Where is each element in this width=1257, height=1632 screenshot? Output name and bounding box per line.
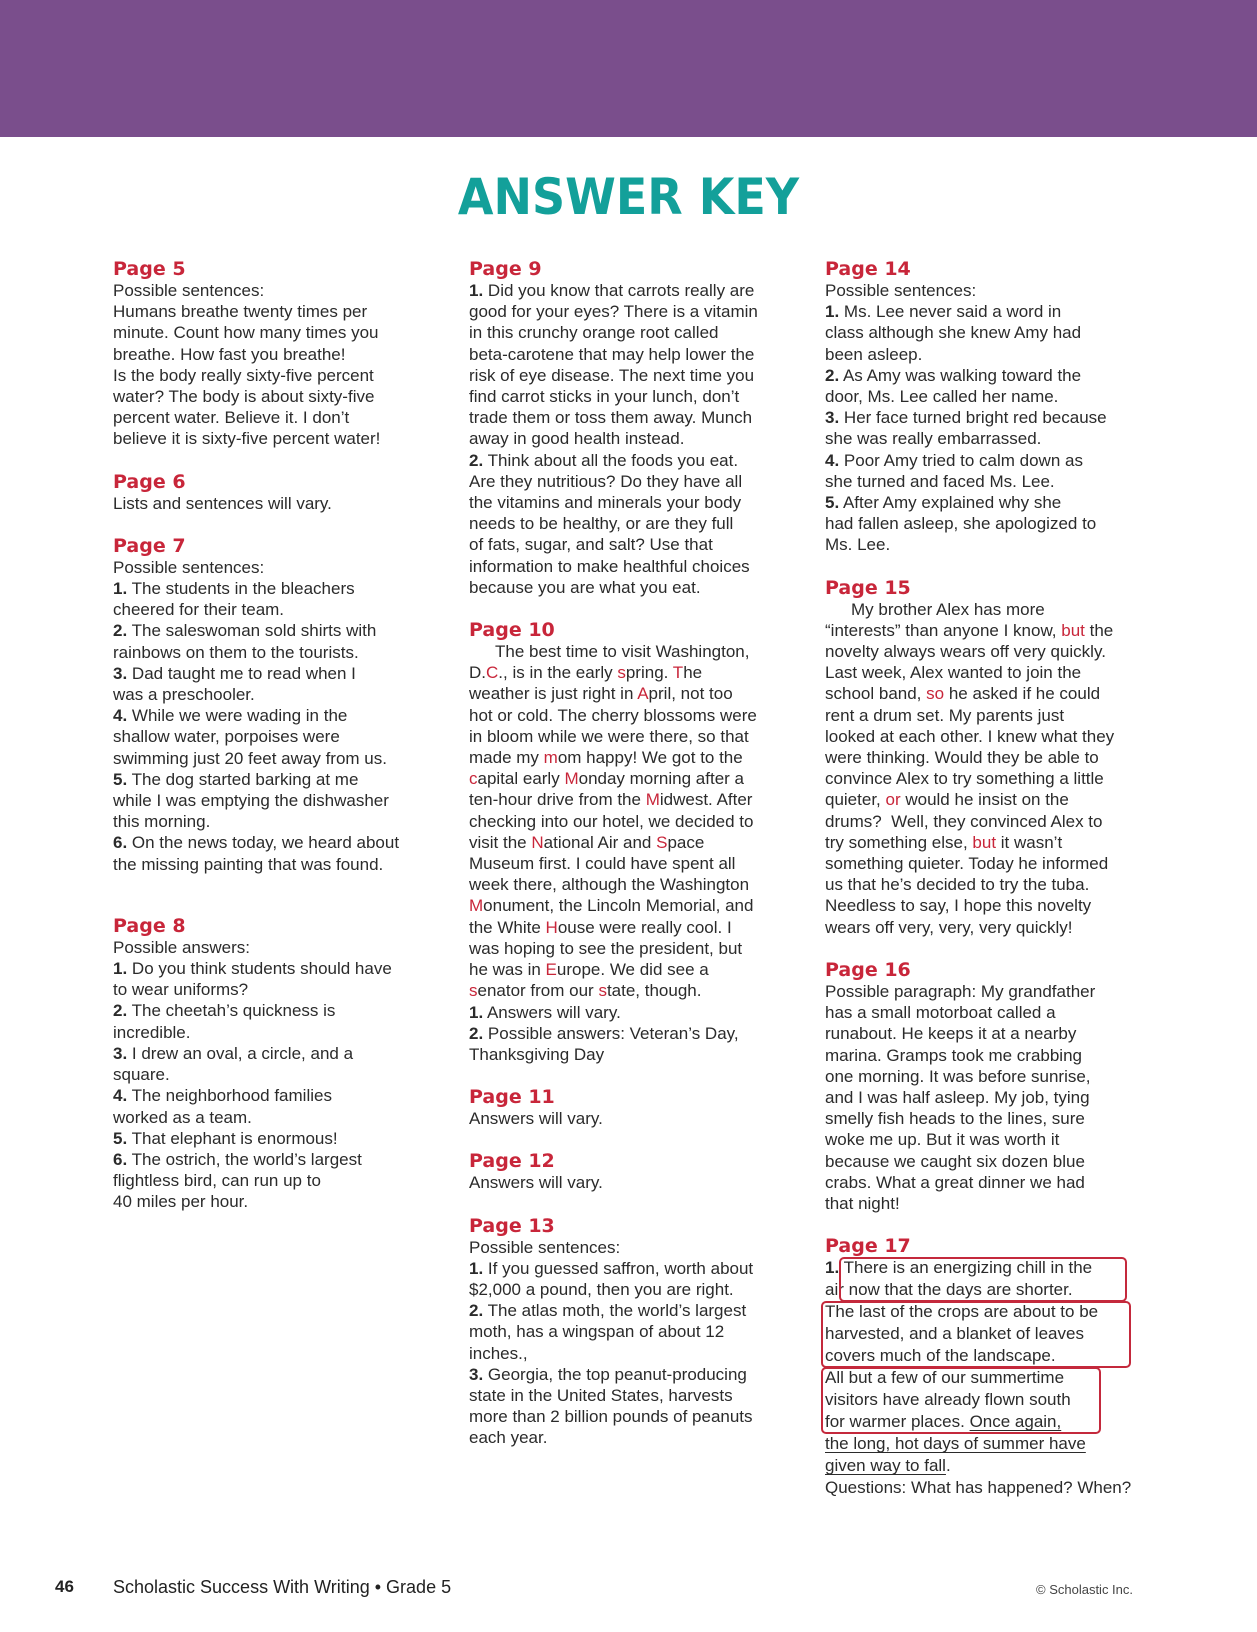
item-text: Do you think students should have — [127, 959, 392, 979]
text-line: Lists and sentences will vary. — [113, 493, 332, 513]
item-number: 3. — [825, 408, 840, 428]
text-line — [825, 1411, 1155, 1433]
text-segment: quieter, — [825, 790, 886, 810]
text-line: Humans breathe twenty times per — [113, 302, 368, 322]
text-line: moth, has a wingspan of about 12 — [469, 1322, 725, 1342]
item-text: Ms. Lee never said a word in — [839, 302, 1062, 322]
text-line: rainbows on them to the tourists. — [113, 642, 359, 662]
text-line: while I was emptying the dishwasher — [113, 791, 389, 811]
text-line: marina. Gramps took me crabbing — [825, 1045, 1082, 1065]
text-line — [469, 980, 804, 1001]
text-line: believe it is sixty-five percent water! — [113, 429, 381, 449]
text-line — [825, 726, 1155, 747]
list-item — [469, 1023, 804, 1044]
text-line: good for your eyes? There is a vitamin — [469, 302, 758, 322]
text-line — [825, 789, 1155, 810]
section-page-17 — [825, 1235, 1155, 1499]
highlighted-correction: H — [545, 917, 558, 937]
section-page-8 — [113, 915, 443, 1213]
item-number: 5. — [825, 493, 840, 513]
text-line: Ms. Lee. — [825, 535, 891, 555]
list-item — [113, 705, 443, 726]
item-number: 1. — [825, 1258, 840, 1278]
section-heading: Page 10 — [469, 619, 555, 642]
highlighted-correction: m — [543, 748, 558, 768]
text-line — [825, 683, 1155, 704]
list-item — [113, 958, 443, 979]
text-line: each year. — [469, 1428, 548, 1448]
text-line: breathe. How fast you breathe! — [113, 344, 346, 364]
highlighted-correction: but — [972, 832, 997, 852]
section-heading: Page 8 — [113, 914, 186, 937]
item-number: 2. — [469, 1023, 484, 1043]
highlighted-correction: C — [486, 663, 499, 683]
text-line: trade them or toss them away. Munch — [469, 408, 753, 428]
text-line — [469, 747, 804, 768]
column-1 — [113, 258, 443, 1234]
highlighted-correction: s — [598, 981, 607, 1001]
text-line: away in good health instead. — [469, 429, 685, 449]
text-line: and I was half asleep. My job, tying — [825, 1087, 1090, 1107]
text-line: state in the United States, harvests — [469, 1385, 733, 1405]
text-line — [469, 641, 804, 662]
text-segment: pring. — [625, 663, 673, 683]
header-banner — [0, 0, 1257, 137]
text-line: incredible. — [113, 1022, 191, 1042]
text-segment: school band, — [825, 684, 927, 704]
text-segment: in bloom while we were there, so that — [469, 726, 749, 746]
text-line: water? The body is about sixty-five — [113, 387, 375, 407]
period: . — [945, 1456, 951, 1476]
list-item — [469, 450, 804, 471]
highlighted-correction: N — [531, 832, 544, 852]
section-heading: Page 13 — [469, 1214, 555, 1237]
highlighted-correction: T — [672, 663, 684, 683]
list-item — [825, 365, 1155, 386]
item-text: I drew an oval, a circle, and a — [127, 1043, 354, 1063]
list-item — [825, 301, 1155, 322]
item-text: Poor Amy tried to calm down as — [839, 450, 1083, 470]
item-number: 1. — [113, 959, 128, 979]
text-segment: made my — [469, 748, 544, 768]
item-number: 1. — [469, 281, 484, 300]
item-text: Georgia, the top peanut-producing — [483, 1364, 747, 1384]
item-text: The atlas moth, the world’s largest — [483, 1301, 747, 1321]
highlighted-correction: c — [469, 769, 478, 789]
text-line — [825, 641, 1155, 662]
item-number: 1. — [825, 302, 840, 322]
text-line: inches., — [469, 1343, 528, 1363]
item-number: 1. — [469, 1258, 484, 1278]
column-3 — [825, 258, 1155, 1520]
text-segment: was hoping to see the president, but — [469, 938, 743, 958]
text-line: worked as a team. — [113, 1107, 252, 1127]
text-line: Possible paragraph: My grandfather — [825, 981, 1096, 1001]
section-heading: Page 9 — [469, 258, 542, 280]
item-number: 4. — [113, 706, 128, 726]
text-line: shallow water, porpoises were — [113, 727, 340, 747]
text-line: door, Ms. Lee called her name. — [825, 387, 1059, 407]
item-number: 5. — [113, 769, 128, 789]
item-number: 2. — [469, 1301, 484, 1321]
item-number: 3. — [469, 1364, 484, 1384]
text-line: in this crunchy orange root called — [469, 323, 719, 343]
text-line — [469, 789, 804, 810]
list-item — [113, 620, 443, 641]
item-text: While we were wading in the — [127, 706, 348, 726]
highlighted-correction: E — [545, 960, 557, 980]
text-line: because we caught six dozen blue — [825, 1151, 1085, 1171]
item-text: After Amy explained why she — [839, 493, 1062, 513]
text-line: $2,000 a pound, then you are right. — [469, 1279, 734, 1299]
list-item — [113, 578, 443, 599]
list-item — [469, 1300, 804, 1321]
text-segment: visit the — [469, 832, 532, 852]
text-line: Answers will vary. — [469, 1173, 603, 1193]
text-segment: the — [1084, 620, 1114, 640]
text-line — [825, 832, 1155, 853]
text-segment: looked at each other. I knew what they — [825, 726, 1115, 746]
text-line — [469, 832, 804, 853]
item-text: The cheetah’s quickness is — [127, 1001, 336, 1021]
text-line: visitors have already flown south — [825, 1390, 1071, 1410]
text-segment: ouse were really cool. I — [557, 917, 732, 937]
text-line — [469, 853, 804, 874]
item-text: As Amy was walking toward the — [839, 365, 1082, 385]
section-page-10 — [469, 619, 804, 1065]
text-segment: pace — [667, 832, 705, 852]
item-number: 4. — [825, 450, 840, 470]
text-segment: rent a drum set. My parents just — [825, 705, 1065, 725]
text-line: class although she knew Amy had — [825, 323, 1082, 343]
section-heading: Page 6 — [113, 470, 186, 493]
section-page-14 — [825, 258, 1155, 556]
text-segment: onday morning after a — [578, 769, 744, 789]
highlighted-correction: but — [1061, 620, 1085, 640]
text-segment: something quieter. Today he informed — [825, 854, 1109, 874]
text-segment: convince Alex to try something a little — [825, 769, 1104, 789]
section-heading: Page 16 — [825, 958, 911, 981]
text-line: had fallen asleep, she apologized to — [825, 514, 1097, 534]
text-line — [469, 768, 804, 789]
item-text: The neighborhood families — [127, 1086, 332, 1106]
list-item — [825, 450, 1155, 471]
text-line: been asleep. — [825, 344, 923, 364]
section-heading: Page 5 — [113, 258, 186, 280]
text-line — [825, 768, 1155, 789]
text-line — [825, 705, 1155, 726]
item-text: The saleswoman sold shirts with — [127, 621, 377, 641]
item-number: 6. — [113, 833, 128, 853]
text-line: Thanksgiving Day — [469, 1044, 605, 1064]
underlined-text: given way to fall — [825, 1456, 946, 1476]
item-number: 1. — [469, 1002, 484, 1022]
section-page-9 — [469, 258, 804, 598]
item-text: The dog started barking at me — [127, 769, 359, 789]
list-item — [113, 663, 443, 684]
list-item — [825, 1257, 1155, 1279]
text-line — [469, 811, 804, 832]
text-line: find carrot sticks in your lunch, don’t — [469, 387, 740, 407]
highlighted-correction: s — [469, 981, 478, 1001]
text-line — [825, 853, 1155, 874]
item-number: 2. — [113, 1001, 128, 1021]
list-item — [469, 1002, 804, 1023]
text-line: beta-carotene that may help lower the — [469, 344, 755, 364]
text-segment: ., is in the early — [498, 663, 618, 683]
text-segment: tate, though. — [606, 981, 702, 1001]
item-number: 4. — [113, 1086, 128, 1106]
text-line: the vitamins and minerals your body — [469, 493, 742, 513]
text-line: harvested, and a blanket of leaves — [825, 1324, 1084, 1344]
list-item — [113, 1128, 443, 1149]
section-page-13 — [469, 1215, 804, 1449]
list-item — [113, 832, 443, 853]
text-segment: week there, although the Washington — [469, 875, 750, 895]
corrected-paragraph — [469, 641, 804, 1001]
text-line: this morning. — [113, 812, 211, 832]
text-line: Answers will vary. — [469, 1109, 603, 1129]
text-line: All but a few of our summertime — [825, 1368, 1065, 1388]
text-segment: he — [683, 663, 703, 683]
item-number: 2. — [825, 365, 840, 385]
column-2 — [469, 258, 804, 1470]
text-line — [825, 895, 1155, 916]
text-line: The last of the crops are about to be — [825, 1302, 1099, 1322]
text-line — [469, 726, 804, 747]
text-line — [469, 917, 804, 938]
highlighted-correction: s — [617, 663, 626, 683]
list-item — [469, 280, 804, 301]
text-line: to wear uniforms? — [113, 980, 249, 1000]
highlighted-correction: M — [469, 896, 484, 916]
text-line: Possible sentences: — [113, 281, 265, 300]
text-line: woke me up. But it was worth it — [825, 1130, 1060, 1150]
text-line: Possible sentences: — [113, 557, 265, 577]
section-page-5 — [113, 258, 443, 450]
item-text: Think about all the foods you eat. — [483, 450, 739, 470]
text-line: needs to be healthy, or are they full — [469, 514, 734, 534]
item-number: 5. — [113, 1128, 128, 1148]
text-line: Possible answers: — [113, 937, 251, 957]
conjunction-paragraph — [825, 599, 1155, 938]
section-page-11 — [469, 1086, 804, 1129]
section-page-7 — [113, 535, 443, 875]
text-segment: the White — [469, 917, 546, 937]
underlined-text: the long, hot days of summer have — [825, 1434, 1086, 1454]
page-title: ANSWER KEY — [457, 168, 800, 226]
text-line: the missing painting that was found. — [113, 854, 384, 874]
text-segment: The best time to visit Washington, — [495, 642, 750, 662]
text-line: 40 miles per hour. — [113, 1192, 249, 1212]
item-text: Dad taught me to read when I — [127, 663, 356, 683]
text-segment: it wasn’t — [996, 832, 1063, 852]
text-segment: would he insist on the — [900, 790, 1069, 810]
text-line: flightless bird, can run up to — [113, 1171, 321, 1191]
text-line — [825, 874, 1155, 895]
text-line: risk of eye disease. The next time you — [469, 365, 755, 385]
text-line — [825, 599, 1155, 620]
list-item — [825, 407, 1155, 428]
text-line: minute. Count how many times you — [113, 323, 379, 343]
list-item — [113, 1000, 443, 1021]
item-number: 3. — [113, 663, 128, 683]
section-heading: Page 12 — [469, 1150, 555, 1173]
text-line — [825, 747, 1155, 768]
section-heading: Page 15 — [825, 576, 911, 599]
text-segment: “interests” than anyone I know, — [825, 620, 1062, 640]
text-segment: weather is just right in — [469, 684, 638, 704]
text-line: runabout. He keeps it at a nearby — [825, 1024, 1077, 1044]
text-line: more than 2 billion pounds of peanuts — [469, 1407, 753, 1427]
text-line — [825, 620, 1155, 641]
item-number: 3. — [113, 1043, 128, 1063]
item-text: If you guessed saffron, worth about — [483, 1258, 754, 1278]
section-heading: Page 14 — [825, 258, 911, 280]
item-text: Her face turned bright red because — [839, 408, 1107, 428]
text-line: Possible sentences: — [469, 1237, 621, 1257]
text-line: Possible sentences: — [825, 281, 977, 300]
text-line: because you are what you eat. — [469, 577, 701, 597]
text-segment: hot or cold. The cherry blossoms were — [469, 705, 757, 725]
text-line — [469, 874, 804, 895]
copyright: © Scholastic Inc. — [1036, 1582, 1134, 1597]
item-text: The students in the bleachers — [127, 579, 355, 599]
highlighted-correction: so — [926, 684, 945, 704]
text-line: Questions: What has happened? When? — [825, 1478, 1132, 1498]
text-segment: wears off very, very, very quickly! — [825, 917, 1073, 937]
list-item — [469, 1364, 804, 1385]
text-segment: he asked if he could — [944, 684, 1101, 704]
item-text: Answers will vary. — [483, 1002, 621, 1022]
text-line — [469, 959, 804, 980]
item-text: Did you know that carrots really are — [483, 281, 755, 300]
highlighted-correction: S — [656, 832, 668, 852]
list-item — [113, 769, 443, 790]
item-number: 1. — [113, 579, 128, 599]
text-line — [469, 705, 804, 726]
text-segment: onument, the Lincoln Memorial, and — [483, 896, 754, 916]
text-segment: checking into our hotel, we decided to — [469, 811, 754, 831]
item-text: There is an energizing chill in the — [843, 1258, 1093, 1278]
text-line — [825, 662, 1155, 683]
text-segment: us that he’s decided to try the tuba. — [825, 875, 1090, 895]
text-line — [825, 811, 1155, 832]
list-item — [825, 492, 1155, 513]
text-segment: were thinking. Would they be able to — [825, 748, 1099, 768]
text-line: air now that the days are shorter. — [825, 1280, 1073, 1300]
text-line: she was really embarrassed. — [825, 429, 1042, 449]
text-segment: idwest. After — [659, 790, 753, 810]
highlighted-correction: or — [885, 790, 901, 810]
text-line: Are they nutritious? Do they have all — [469, 471, 743, 491]
text-segment: om happy! We got to the — [557, 748, 743, 768]
item-text: The ostrich, the world’s largest — [127, 1149, 362, 1169]
text-segment: Needless to say, I hope this novelty — [825, 896, 1092, 916]
text-line: she turned and faced Ms. Lee. — [825, 471, 1055, 491]
highlighted-correction: M — [564, 769, 579, 789]
underlined-text: Once again, — [969, 1412, 1062, 1432]
item-text: On the news today, we heard about — [127, 833, 400, 853]
text-line: information to make healthful choices — [469, 556, 750, 576]
text-line — [469, 895, 804, 916]
text-line: crabs. What a great dinner we had — [825, 1172, 1085, 1192]
item-text: Possible answers: Veteran’s Day, — [483, 1023, 739, 1043]
text-segment: enator from our — [477, 981, 599, 1001]
text-line — [469, 938, 804, 959]
item-number: 6. — [113, 1149, 128, 1169]
text-line: percent water. Believe it. I don’t — [113, 408, 350, 428]
text-line: square. — [113, 1065, 170, 1085]
text-line — [469, 683, 804, 704]
highlighted-correction: M — [645, 790, 660, 810]
text-line — [825, 917, 1155, 938]
text-segment: try something else, — [825, 832, 973, 852]
section-page-12 — [469, 1150, 804, 1193]
text-segment: drums? Well, they convinced Alex to — [825, 811, 1103, 831]
section-page-6 — [113, 471, 443, 514]
text-segment: he was in — [469, 960, 546, 980]
text-segment: ten-hour drive from the — [469, 790, 646, 810]
text-line: cheered for their team. — [113, 600, 285, 620]
item-text: That elephant is enormous! — [127, 1128, 338, 1148]
text-line: covers much of the landscape. — [825, 1346, 1056, 1366]
item-number: 2. — [469, 450, 484, 470]
text-line: Is the body really sixty-five percent — [113, 365, 374, 385]
text-line: has a small motorboat called a — [825, 1003, 1056, 1023]
section-page-15 — [825, 577, 1155, 938]
text-line: one morning. It was before sunrise, — [825, 1066, 1091, 1086]
text-line: that night! — [825, 1193, 900, 1213]
text-segment: My brother Alex has more — [851, 599, 1045, 619]
text-segment: ational Air and — [543, 832, 657, 852]
text-segment: urope. We did see a — [556, 960, 709, 980]
item-number: 2. — [113, 621, 128, 641]
text-line: of fats, sugar, and salt? Use that — [469, 535, 713, 555]
list-item — [113, 1085, 443, 1106]
boxed-text: for warmer places. — [825, 1412, 965, 1432]
text-segment: Museum first. I could have spent all — [469, 854, 736, 874]
list-item — [113, 1043, 443, 1064]
text-segment: Last week, Alex wanted to join the — [825, 663, 1082, 683]
section-page-16 — [825, 959, 1155, 1214]
book-title: Scholastic Success With Writing • Grade 5 — [113, 1577, 452, 1597]
list-item — [469, 1258, 804, 1279]
section-heading: Page 7 — [113, 534, 186, 557]
list-item — [113, 1149, 443, 1170]
text-line — [469, 662, 804, 683]
page-number: 46 — [55, 1577, 74, 1596]
text-segment: pril, not too — [648, 684, 733, 704]
section-heading: Page 11 — [469, 1086, 555, 1109]
text-segment: D. — [469, 663, 486, 683]
text-segment: apital early — [477, 769, 565, 789]
highlighted-correction: A — [637, 684, 649, 704]
text-line: was a preschooler. — [113, 685, 255, 705]
text-line — [825, 1455, 1155, 1477]
text-line: smelly fish heads to the lines, sure — [825, 1109, 1085, 1129]
text-line: swimming just 20 feet away from us. — [113, 748, 387, 768]
text-segment: novelty always wears off very quickly. — [825, 642, 1106, 662]
section-heading: Page 17 — [825, 1235, 911, 1258]
